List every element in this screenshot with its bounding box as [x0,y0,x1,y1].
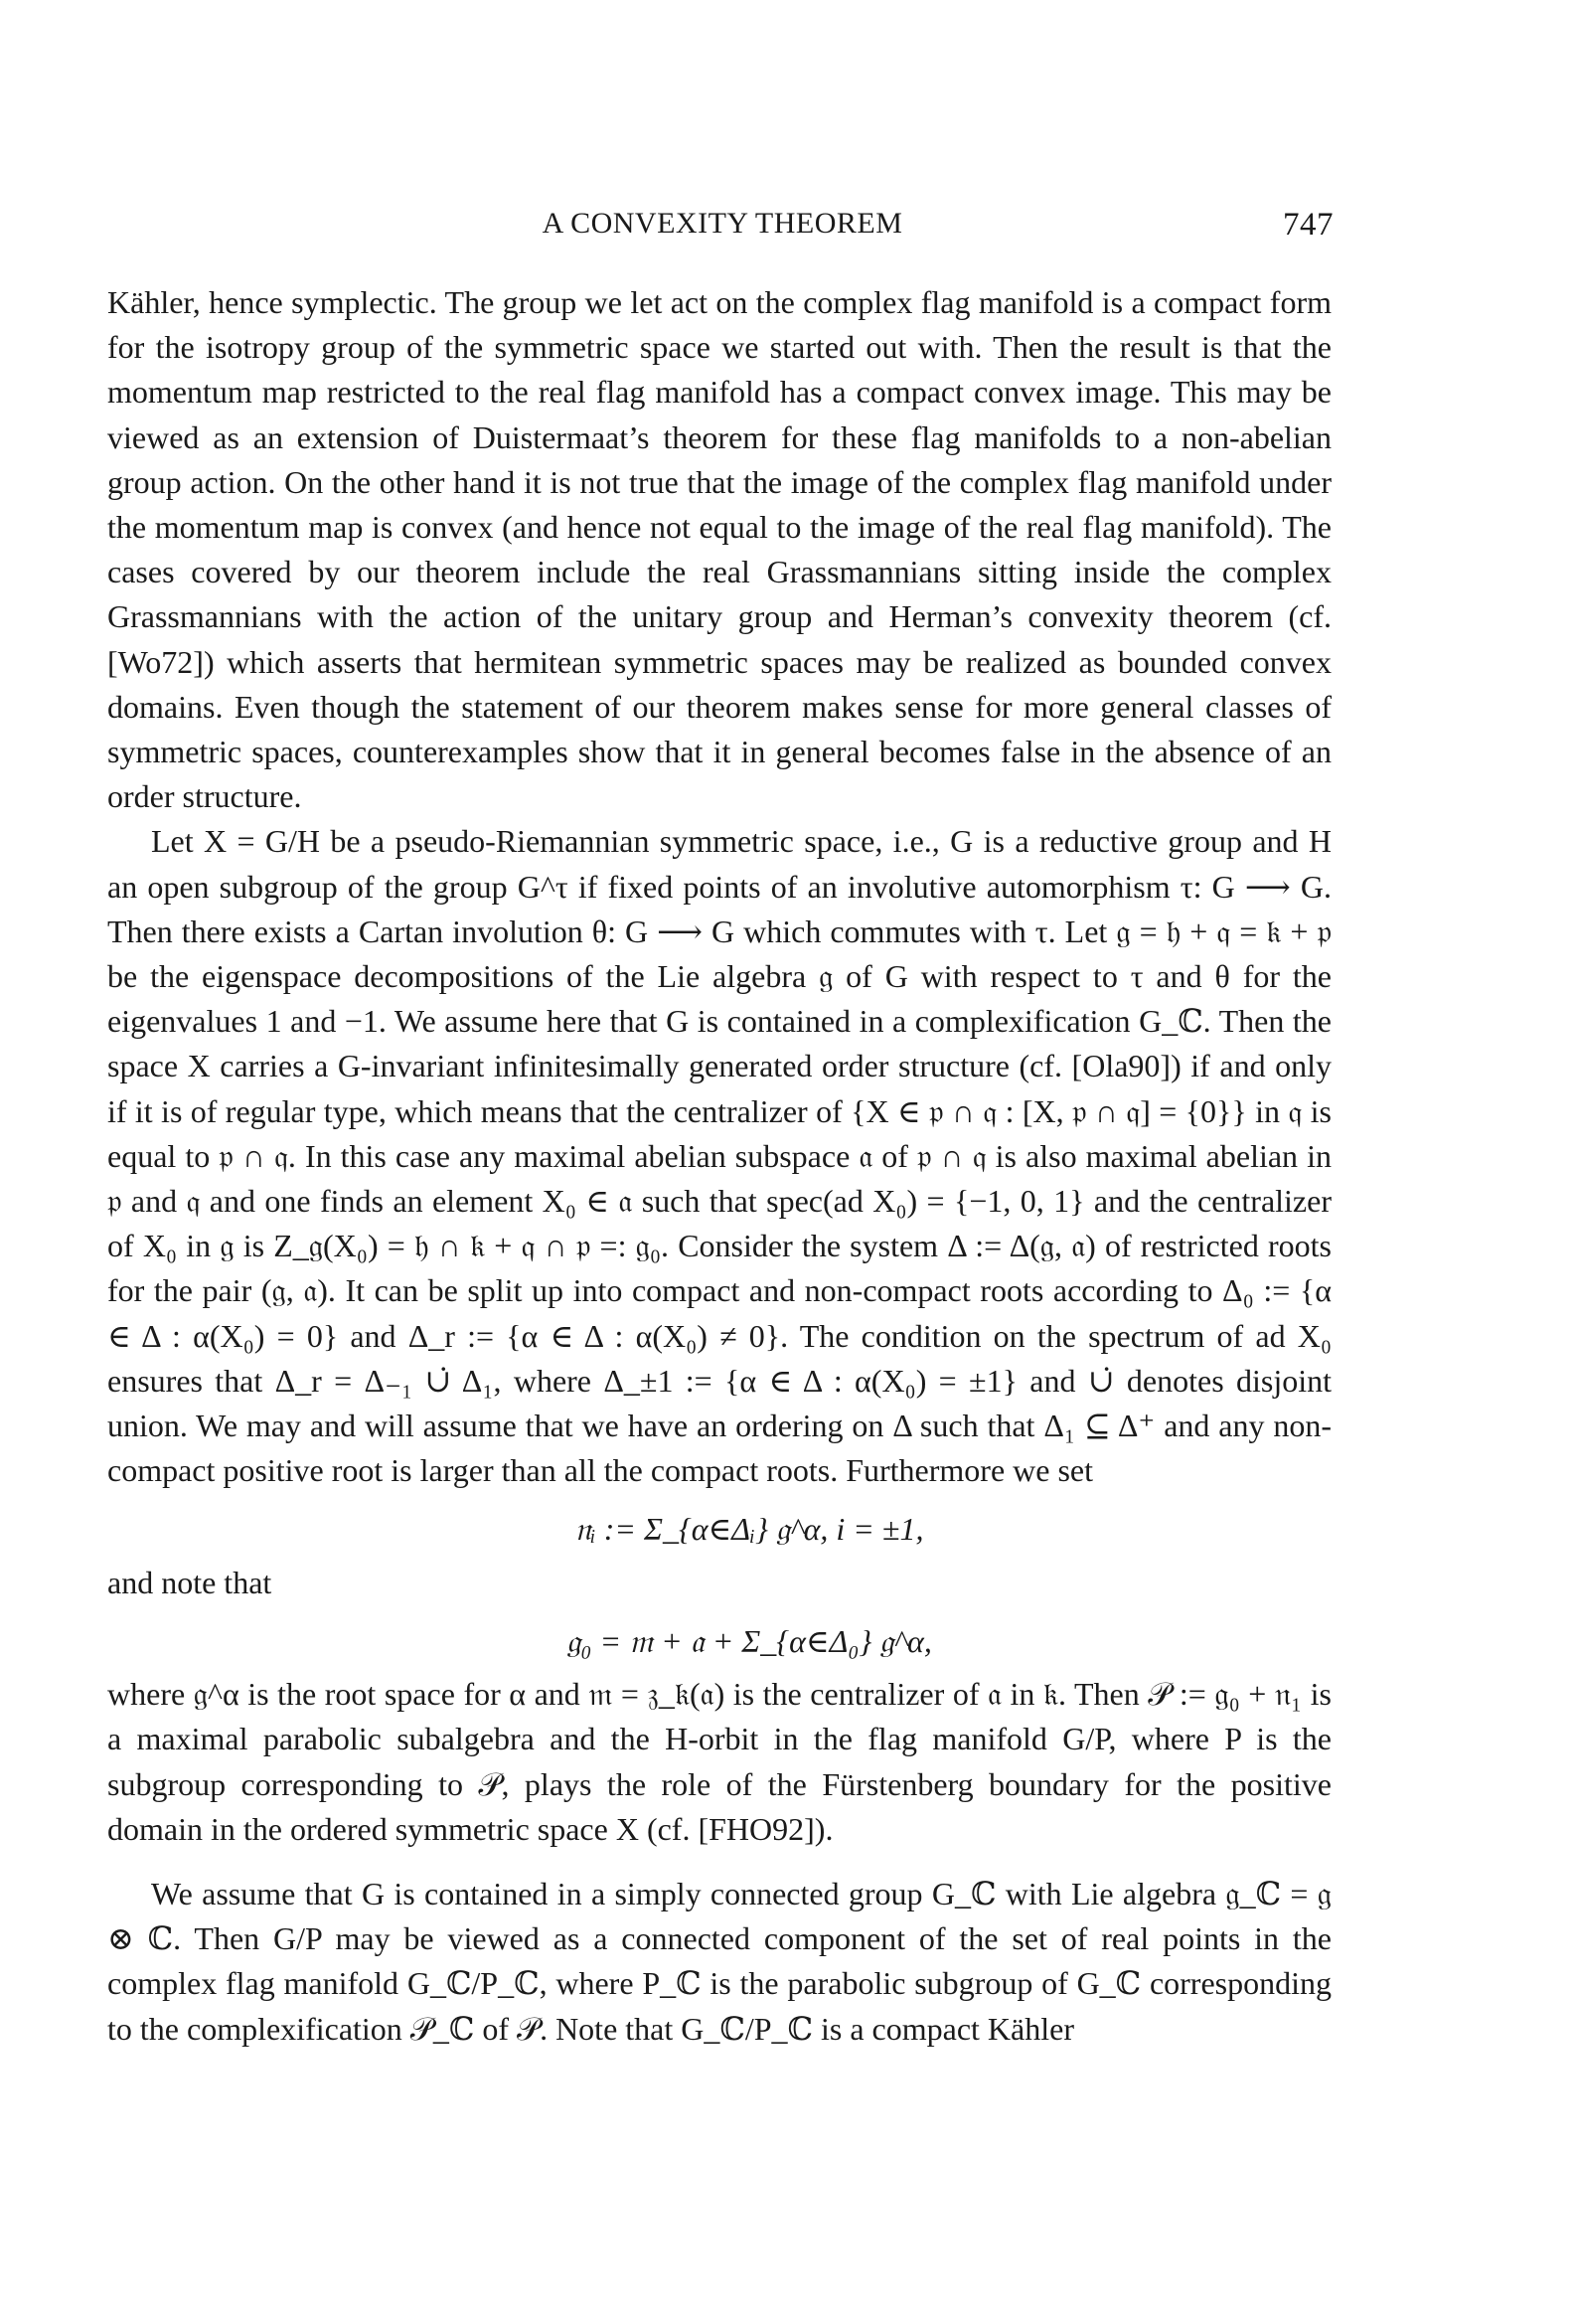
running-title: A CONVEXITY THEOREM [542,207,903,240]
paragraph-4: We assume that G is contained in a simply connected group G_ℂ with Lie algebra 𝔤_ℂ = 𝔤 ⊗ ℂ. Then G/P may be viewed as a connected component of the set of real points in the complex flag manifold G_ℂ/P_ℂ, where P_ℂ is the parabolic subgroup of G_ℂ corresponding to the complexification 𝒫_ℂ of 𝒫. Note that G_ℂ/P_ℂ is a compact Kähler [107,1875,1332,2047]
equation-n-i: 𝔫ᵢ := Σ_{α∈Δᵢ} 𝔤^α, i = ±1, [574,1511,924,1548]
paragraph-gap [107,1852,1332,1872]
page-number: 747 [1283,207,1334,243]
equation-g-zero: 𝔤₀ = 𝔪 + 𝔞 + Σ_{α∈Δ₀} 𝔤^α, [566,1622,932,1659]
paragraph-1: Kähler, hence symplectic. The group we let act on the complex flag manifold is a compact form for the isotropy group of the symmetric space we started out with. Then the result is that the momentum map restricted to the real flag manifold has a compact convex image. This may be viewed as an extension of Duistermaat’s theorem for these flag manifolds to a non-abelian group action. On the other hand it is not true that the image of the complex flag manifold under the momentum map is convex (and hence not equal to the image of the real flag manifold). The cases covered by our theorem include the real Grassmannians sitting inside the complex Grassmannians with the action of the unitary group and Herman’s convexity theorem (cf. [Wo72]) which asserts that hermitean symmetric spaces may be realized as bounded convex domains. Even though the statement of our theorem makes sense for more general classes of symmetric spaces, counterexamples show that it in general becomes false in the absence of an order structure. [107,284,1332,815]
paragraph-2: Let X = G/H be a pseudo-Riemannian symmetric space, i.e., G is a reductive group and H an open subgroup of the group G^τ if fixed points of an involutive automorphism τ: G ⟶ G. Then there exists a Cartan involution θ: G ⟶ G which commutes with τ. Let 𝔤 = 𝔥 + 𝔮 = 𝔨 + 𝔭 be the eigenspace decompositions of the Lie algebra 𝔤 of G with respect to τ and θ for the eigenvalues 1 and −1. We assume here that G is contained in a complexification G_ℂ. Then the space X carries a G-invariant infinitesimally generated order structure (cf. [Ola90]) if and only if it is of regular type, which means that the centralizer of {X ∈ 𝔭 ∩ 𝔮 : [X, 𝔭 ∩ 𝔮] = {0}} in 𝔮 is equal to 𝔭 ∩ 𝔮. In this case any maximal abelian subspace 𝔞 of 𝔭 ∩ 𝔮 is also maximal abelian in 𝔭 and 𝔮 and one finds an element X₀ ∈ 𝔞 such that spec(ad X₀) = {−1, 0, 1} and the centralizer of X₀ in 𝔤 is Z_𝔤(X₀) = 𝔥 ∩ 𝔨 + 𝔮 ∩ 𝔭 =: 𝔤₀. Consider the system Δ := Δ(𝔤, 𝔞) of restricted roots for the pair (𝔤, 𝔞). It can be split up into compact and non-compact roots according to Δ₀ := {α ∈ Δ : α(X₀) = 0} and Δ_r := {α ∈ Δ : α(X₀) ≠ 0}. The condition on the spectrum of ad X₀ ensures that Δ_r = Δ₋₁ ∪̇ Δ₁, where Δ_±1 := {α ∈ Δ : α(X₀) = ±1} and ∪̇ denotes disjoint union. We may and will assume that we have an ordering on Δ such that Δ₁ ⊆ Δ⁺ and any non-compact positive root is larger than all the compact roots. Furthermore we set [107,823,1333,1489]
paragraph-lead-in: and note that [107,1564,272,1600]
body-text [107,280,1332,2052]
paragraph-3: where 𝔤^α is the root space for α and 𝔪 = 𝔷_𝔨(𝔞) is the centralizer of 𝔞 in 𝔨. Then 𝒫 := 𝔤₀ + 𝔫₁ is a maximal parabolic subalgebra and the H-orbit in the flag manifold G/P, where P is the subgroup corresponding to 𝒫, plays the role of the Fürstenberg boundary for the positive domain in the ordered symmetric space X (cf. [FHO92]). [107,1676,1332,1847]
